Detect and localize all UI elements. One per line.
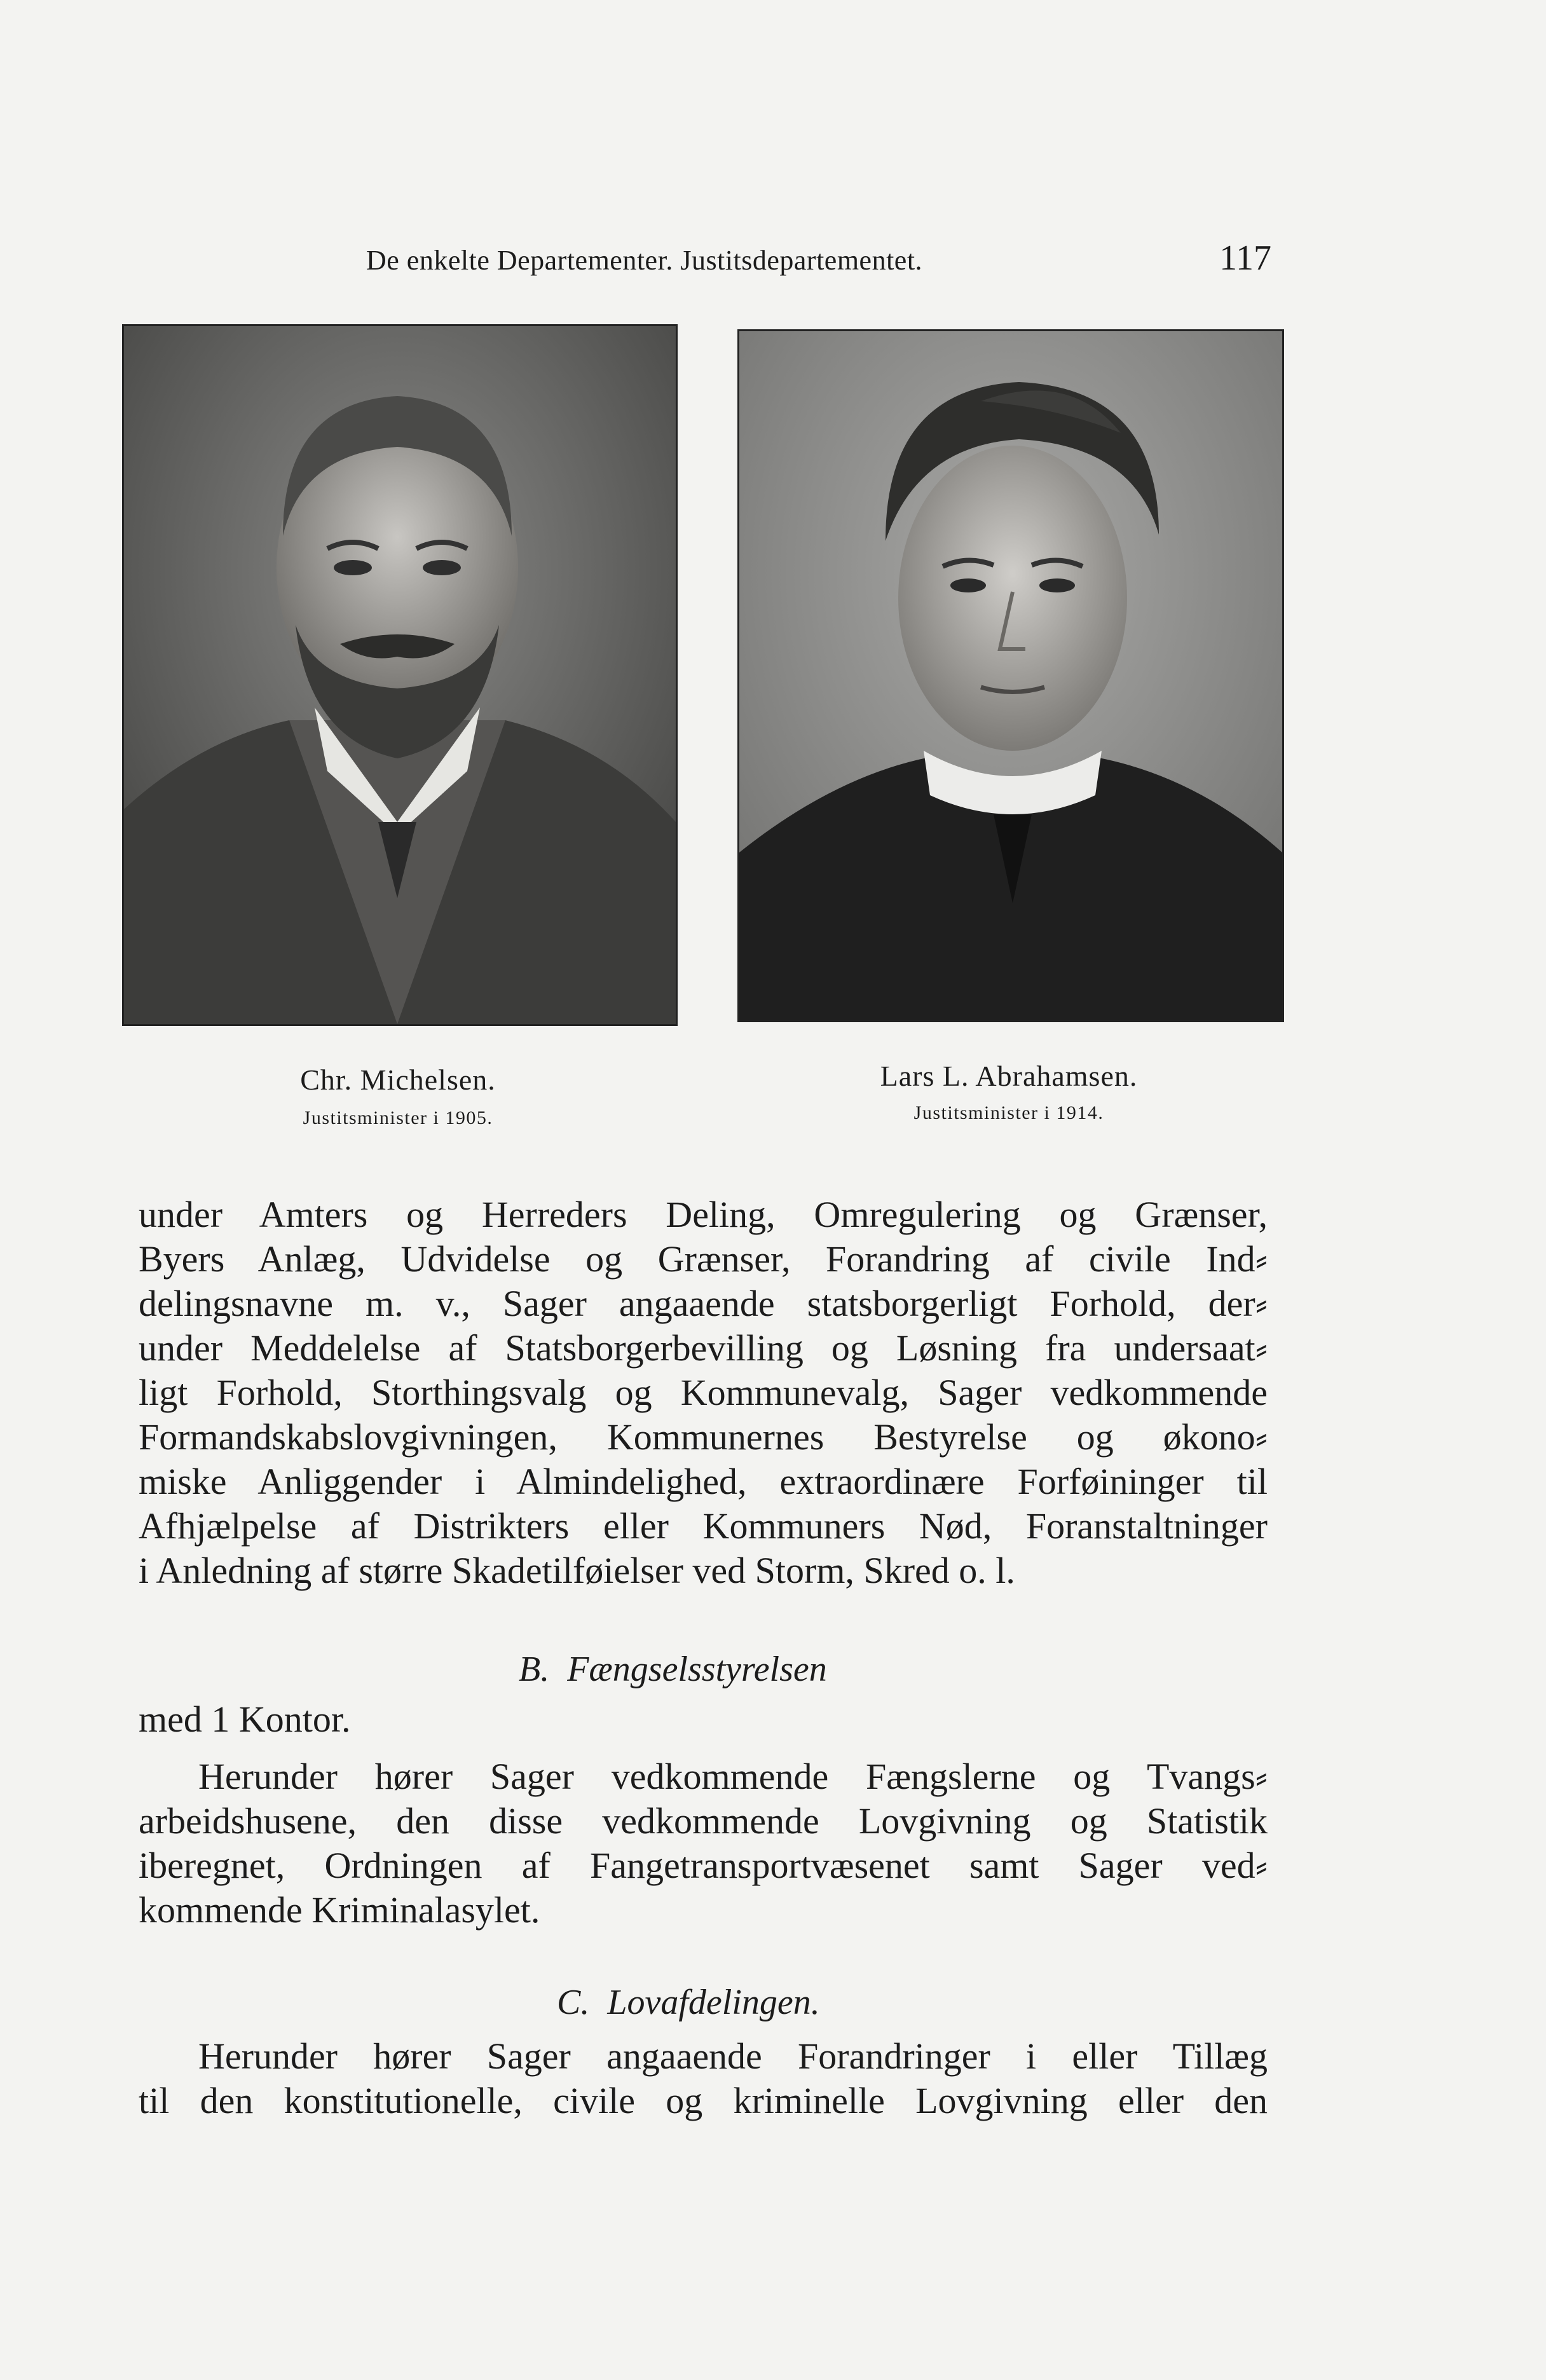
portrait-right-image bbox=[739, 331, 1282, 1020]
text-line: i Anledning af større Skadetilføielser ved Storm, Skred o. l. bbox=[139, 1550, 1015, 1591]
caption-role-left: Justitsminister i 1905. bbox=[303, 1107, 493, 1128]
text-line: arbeidshusene, den disse vedkommende Lovgivning og Statistik bbox=[139, 1800, 1268, 1842]
text-line: delingsnavne m. v., Sager angaaende statsborgerligt Forhold, der⸗ bbox=[139, 1283, 1268, 1324]
text-line: iberegnet, Ordningen af Fangetransportvæsenet samt Sager ved⸗ bbox=[139, 1845, 1268, 1886]
portrait-left-image bbox=[124, 326, 676, 1024]
section-title: Fængselsstyrelsen bbox=[567, 1650, 827, 1689]
section-letter: B. bbox=[519, 1650, 550, 1689]
text-line: under Meddelelse af Statsborgerbevilling og Løsning fra undersaat⸗ bbox=[139, 1327, 1268, 1369]
text-line: Formandskabslovgivningen, Kommunernes Bestyrelse og økono⸗ bbox=[139, 1416, 1268, 1458]
text-line: under Amters og Herreders Deling, Omregulering og Grænser, bbox=[139, 1194, 1268, 1235]
caption-role-right: Justitsminister i 1914. bbox=[913, 1102, 1104, 1123]
caption-name-left: Chr. Michelsen. bbox=[300, 1063, 496, 1096]
text-line: kommende Kriminalasylet. bbox=[139, 1889, 540, 1931]
text-line: Herunder hører Sager angaaende Forandringer i eller Tillæg bbox=[198, 2035, 1268, 2077]
portrait-photo-left bbox=[122, 324, 678, 1026]
section-heading-c bbox=[557, 1982, 820, 2023]
text-line: med 1 Kontor. bbox=[139, 1699, 351, 1740]
page-number: 117 bbox=[1219, 238, 1271, 278]
text-line: Afhjælpelse af Distrikters eller Kommuners Nød, Foranstaltninger bbox=[139, 1505, 1268, 1547]
text-line: miske Anliggender i Almindelighed, extraordinære Forføininger til bbox=[139, 1461, 1268, 1502]
section-letter: C. bbox=[557, 1983, 590, 2022]
section-heading-b bbox=[519, 1649, 827, 1690]
running-header: De enkelte Departementer. Justitsdepartementet. bbox=[366, 245, 923, 276]
text-line: til den konstitutionelle, civile og kriminelle Lovgivning eller den bbox=[139, 2080, 1268, 2121]
text-line: Byers Anlæg, Udvidelse og Grænser, Forandring af civile Ind⸗ bbox=[139, 1238, 1268, 1280]
section-title: Lovafdelingen. bbox=[607, 1983, 820, 2022]
portrait-photo-right bbox=[737, 329, 1284, 1022]
text-line: ligt Forhold, Storthingsvalg og Kommunevalg, Sager vedkommende bbox=[139, 1372, 1268, 1413]
caption-name-right: Lars L. Abrahamsen. bbox=[880, 1060, 1138, 1092]
text-line: Herunder hører Sager vedkommende Fængslerne og Tvangs⸗ bbox=[198, 1756, 1268, 1797]
